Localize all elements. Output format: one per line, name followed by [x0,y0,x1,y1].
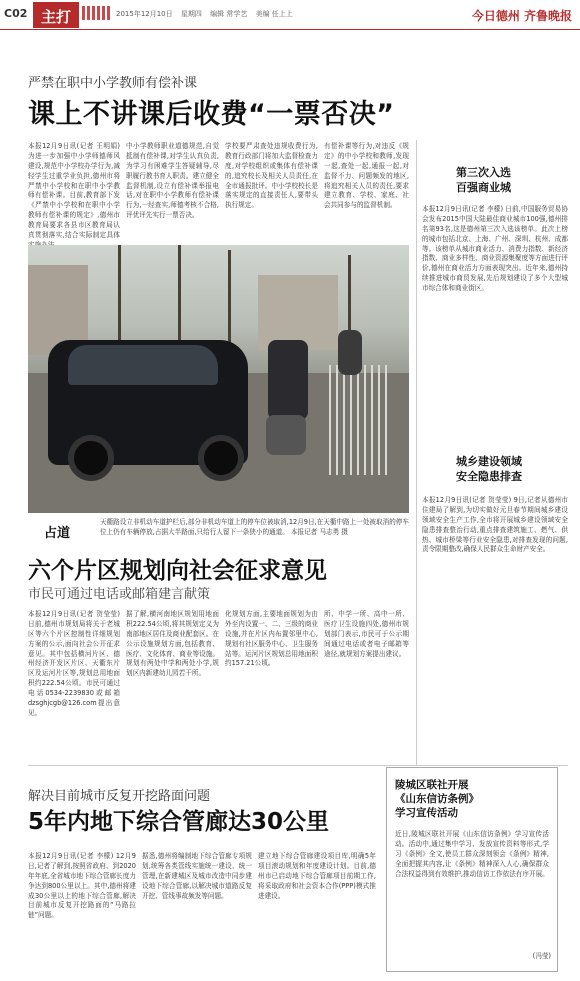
page-header [0,0,580,30]
photo-caption: 天衢路设立非机动车道护栏后,部分非机动车道上的停车位被取消,12月9日,在天衢中路上一处被取消的停车位上仍有车辆停放,占据大半路面,只给行人留下一条狭小的通道。 本报记者 马志勇 摄 [100,518,409,536]
story1-kicker: 严禁在职中小学教师有偿补课 [28,76,198,91]
story3-headline: 5年内地下综合管廊达30公里 [28,809,330,835]
newspaper-brand: 今日德州 齐鲁晚报 [471,9,572,23]
sidebar2-title: 城乡建设领域 安全隐患排查 [456,455,522,483]
story3-column-2: 据悉,德州将编制地下综合管廊专项规划,统筹各类管线实施统一建设、统一管理,在新建城区及城市改造中同步建设地下综合管廊,以解决城市道路反复开挖、管线事故频发等问题。 [142,852,252,900]
scooter-rider [268,340,308,420]
road-fence [329,365,389,475]
story1-column-1: 本报12月9日讯(记者 王明娟) 为进一步加强中小学师德师风建设,规范中小学校办学行为,减轻学生过重学业负担,德州市将严禁中小学校和在职中小学教师有偿补课。目前,教育部下发《严禁中小学校和在职中小学教师有偿补课的规定》,德州市教育局要求各县市区教育局认真贯彻落实,结合实际制定具体 [28,142,120,240]
story3-column-3: 建立地下综合管廊建设项目库,明确5年项目滚动规划和年度建设计划。目前,德州市已启动地下综合管廊项目前期工作,将采取政府和社会资本合作(PPP)模式推进建设。 [258,852,376,900]
designer: 美编 任上上 [255,10,293,18]
story1-column-3: 学校要严肃查处违规收费行为,教育行政部门将加大监督检查力度,对学校组织或集体有偿补课的,追究校长及相关人员责任,在全市通报批评。中小学校校长是落实规定的直接责任人,要带头执行规定。 [225,142,318,210]
story3-kicker: 解决目前城市反复开挖路面问题 [28,789,211,804]
story1-column-4: 有偿补课等行为,对违反《规定》的中小学校和教师,发现一起,查处一起,通报一起,对监督不力、问题频发的地区,将追究相关人员的责任,要求建立教育、学校、家庭、社会共同参与的监督机制。 [324,142,409,210]
story1-column-2: 中小学教师职业道德规范,自觉抵制有偿补课,对学生认真负责,为学习有困难学生答疑辅导,尽职履行教书育人职责。建立健全监督机制,设立有偿补课举报电话,对在职中小学教师有偿补课行为,一经查实,师德考核不合格,评优评先实行一票否决。 [126,142,219,220]
sidebar1-title: 第三次入选 百强商业城 [456,166,511,194]
story2-column-4: 所、中学一所、高中一所、医疗卫生设施四处,德州市规划部门表示,市民可于公示期间通过电话或者电子邮箱等途径,就规划方案提出建议。 [324,610,409,658]
editor: 编辑 常学艺 [210,10,248,18]
column-divider [416,140,417,765]
photo-tag: 占道 [44,526,71,541]
story2-column-1: 本报12月9日讯(记者 贺莹莹) 日前,德州市规划局将关于老城区等六个片区控制性详细规划方案的公示,面向社会公开征求意见。其中包括横河片区、德州经济开发区片区、天衢东片区及运河片区等,规划总用地面积约222.54公顷。市民可通过电话0534-2239830或邮箱dzsghjcgb@126.com提出意见。 [28,610,120,717]
header-meta [116,9,299,19]
box-title: 陵城区联社开展 《山东信访条例》 学习宣传活动 [395,779,479,820]
section-divider [28,765,568,766]
news-box [386,767,558,972]
story1-headline: 课上不讲课后收费“一票否决” [28,99,395,130]
story2-column-2: 据了解,横河南地区规划用地面积222.54公顷,将其规划定义为南部地区居住及商业配套区。在公示设施规划方面,包括教育、医疗、文化体育、商业等设施。规划有两处中学和两处小学,规划区内新建幼儿园若干所。 [126,610,219,678]
box-body: 近日,陵城区联社开展《山东信访条例》学习宣传活动。活动中,通过集中学习、发放宣传资料等形式,学习《条例》全文,使员工群众深刻领会《条例》精神,全面把握其内容,让《条例》精神深入人心,确保群众合法权益得到有效维护,推动信访工作依法有序开展。 [395,830,549,878]
weekday: 星期四 [180,10,202,18]
sidebar2-body: 本报12月9日讯(记者 贺莹莹) 9日,记者从德州市住建局了解到,为切实做好元旦春节期间城乡建设领域安全生产工作,全市将开展城乡建设领域安全隐患排查整治行动,重点排查建筑施工、燃气、供热、城市桥梁等行业安全隐患,对排查发现的问题,责令限期整改,确保人民群众生命财产安全。 [422,496,568,554]
story2-headline: 六个片区规划向社会征求意见 [28,558,327,584]
story3-column-1: 本报12月9日讯(记者 李檬) 12月9日,记者了解到,按照省政府、到2020年年底,全省城市地下综合管廊长度力争达到800公里以上。其中,德州将建成30公里以上的地下综合管廊,解决目前城市反复开挖路面的“马路拉链”问题。 [28,852,136,920]
page-number: C02 [4,7,28,20]
sidebar1-body: 本报12月9日讯(记者 李檬) 日前,中国服务贸易协会发布2015中国大陆最佳商业城市100强,德州排名第93名,这是德州第三次入选该榜单。此次上榜的城市包括北京、上海、广州、深圳、杭州、成都等。该榜单从城市商业活力、消费力指数、新经济指数、商业多样性、商业资源集聚度等方面进行评价,德州在商业活力方面表现突出。近年来,德州持续推进城市商贸发展,先后规划建设了多个大型城市综合体和商业街区。 [422,205,568,293]
section-label: 主打 [40,8,71,26]
story2-subhead: 市民可通过电话或邮箱建言献策 [28,587,211,602]
issue-date: 2015年12月10日 [116,10,173,18]
section-tag [33,2,79,28]
story2-column-3: 化规划方面,主要地面规划为由外至内设置一、二、三级的商业设施,并在片区内布置邻里中心,规划有社区服务中心、卫生服务站等。运河片区规划总用地面积约157.21公顷。 [225,610,318,668]
news-photo [28,245,409,513]
box-credit: (冯莹) [532,952,551,960]
header-stripes [82,6,110,20]
